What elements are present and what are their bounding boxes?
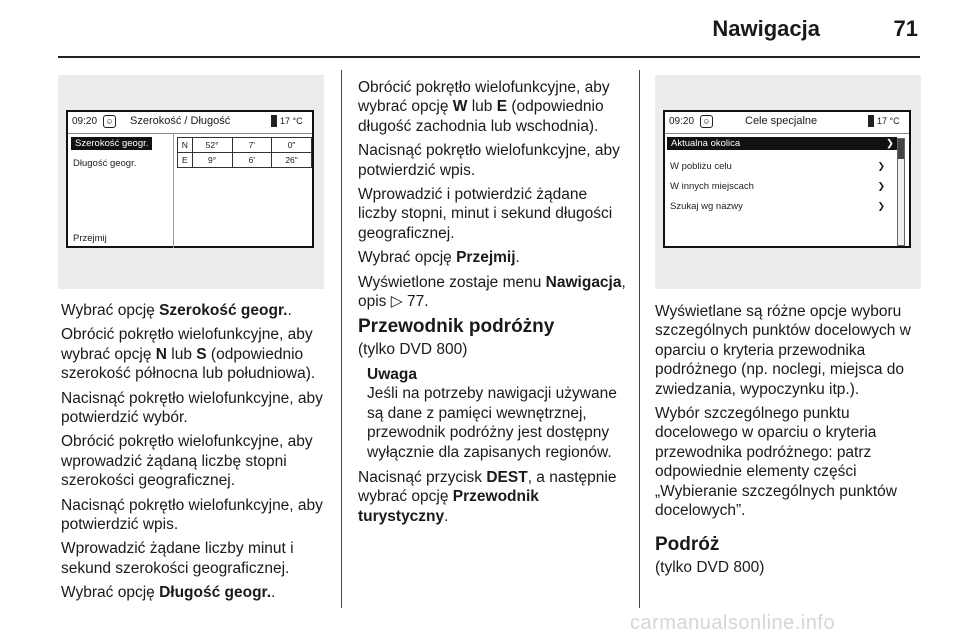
grid-cell[interactable]: 26" [272, 153, 312, 168]
section-subtitle: (tylko DVD 800) [358, 341, 468, 359]
watermark: carmanualsonline.info [630, 612, 836, 634]
coordinate-grid [177, 137, 312, 168]
paragraph: Obrócić pokrętło wielofunkcyjne, aby wybrać opcję N lub S (odpowiednio szerokość północna lub południowa). [61, 326, 316, 383]
paragraph: Wyświetlane są różne opcje wyboru szczególnych punktów docelowych w oparciu o kryteria przewodnika podróżnego (np. noclegi, miejsca do zwiedzania, wypoczynku itp.). [655, 303, 911, 398]
smiley-icon: ☺ [700, 115, 713, 128]
paragraph: Nacisnąć przycisk DEST, a następnie wybrać opcję Przewodnik turystyczny. [358, 468, 617, 525]
temperature: 17 °C [877, 116, 900, 126]
triangle-ref-icon: ▷ [390, 293, 407, 311]
column-3 [655, 302, 925, 583]
column-divider-1 [341, 70, 342, 608]
note-box [358, 365, 628, 462]
page-number: 71 [893, 16, 918, 41]
grid-cell[interactable]: 7' [232, 138, 272, 153]
screen-poi [663, 110, 911, 248]
menu-item-accept[interactable]: Przejmij [73, 233, 107, 244]
menu-item-longitude[interactable]: Długość geogr. [73, 158, 137, 169]
menu-item-label: Aktualna okolica [671, 138, 741, 149]
note-title: Uwaga [367, 365, 417, 383]
chevron-right-icon: ❯ [877, 201, 885, 211]
figure-latitude-longitude [58, 75, 324, 289]
column-divider-2 [639, 70, 640, 608]
column-1 [61, 301, 331, 608]
paragraph: Wybrać opcję Szerokość geogr.. [61, 302, 292, 319]
screen-title: Cele specjalne [745, 115, 818, 127]
screen-status-bar [665, 112, 909, 134]
menu-item-nearby[interactable] [667, 137, 897, 150]
grid-cell[interactable]: 9° [192, 153, 232, 168]
page-title: Nawigacja [712, 16, 820, 41]
paragraph: Wprowadzić i potwierdzić żądane liczby stopni, minut i sekund długości geograficznej. [358, 186, 613, 242]
chevron-right-icon: ❯ [877, 181, 885, 191]
clock: 09:20 [669, 116, 695, 127]
scrollbar-thumb[interactable] [898, 139, 904, 159]
paragraph: Obrócić pokrętło wielofunkcyjne, aby wprowadzić żądaną liczbę stopni szerokości geograficznej. [61, 433, 313, 490]
page-reference-link[interactable]: 77. [406, 293, 429, 311]
note-text: Jeśli na potrzeby nawigacji używane są dane z pamięci wewnętrznej, przewodnik podróżny jest dostępny wyłącznie dla zapisanych regionów. [367, 385, 617, 461]
grid-cell: E [178, 153, 193, 168]
paragraph: Nacisnąć pokrętło wielofunkcyjne, aby potwierdzić wybór. [61, 389, 323, 427]
section-subtitle: (tylko DVD 800) [655, 559, 765, 577]
screen-divider [173, 134, 174, 248]
grid-row-e [178, 153, 312, 168]
clock: 09:20 [72, 116, 98, 127]
header-rule [58, 56, 920, 58]
grid-cell: N [178, 138, 193, 153]
paragraph: Wprowadzić żądane liczby minut i sekund szerokości geograficznej. [61, 540, 294, 577]
phone-icon [868, 115, 874, 127]
menu-item-near-destination[interactable]: W pobliżu celu [670, 161, 732, 172]
paragraph: Wybrać opcję Przejmij. [358, 249, 520, 267]
temperature: 17 °C [280, 116, 303, 126]
paragraph: Wyświetlone zostaje menu Nawigacja, opis ▷ 77. [358, 273, 626, 311]
menu-item-other-places[interactable]: W innych miejscach [670, 181, 754, 192]
section-heading: Przewodnik podróżny [358, 316, 555, 338]
menu-item-latitude[interactable]: Szerokość geogr. [71, 137, 152, 150]
menu-item-search-by-name[interactable]: Szukaj wg nazwy [670, 201, 743, 212]
figure-special-destinations [655, 75, 921, 289]
paragraph: Nacisnąć pokrętło wielofunkcyjne, aby potwierdzić wpis. [358, 142, 620, 179]
grid-cell[interactable]: 0" [272, 138, 312, 153]
smiley-icon: ☺ [103, 115, 116, 128]
paragraph: Nacisnąć pokrętło wielofunkcyjne, aby potwierdzić wpis. [61, 496, 323, 534]
screen-latlong [66, 110, 314, 248]
chevron-right-icon: ❯ [877, 161, 885, 171]
paragraph: Obrócić pokrętło wielofunkcyjne, aby wybrać opcję W lub E (odpowiednio długość zachodnia lub wschodnia). [358, 79, 610, 135]
chevron-right-icon: ❯ [886, 138, 894, 149]
section-heading: Podróż [655, 534, 720, 556]
paragraph: Wybrać opcję Długość geogr.. [61, 584, 276, 602]
column-2 [358, 78, 628, 531]
grid-row-n [178, 138, 312, 153]
screen-title: Szerokość / Długość [130, 115, 231, 127]
paragraph: Wybór szczególnego punktu docelowego w oparciu o kryteria przewodnika podróżnego: patrz odpowiednie elementy części „Wybieranie szczególnych punktów docelowych”. [655, 405, 897, 520]
phone-icon [271, 115, 277, 127]
scrollbar[interactable] [897, 138, 905, 246]
screen-status-bar [68, 112, 312, 134]
grid-cell[interactable]: 52° [192, 138, 232, 153]
grid-cell[interactable]: 6' [232, 153, 272, 168]
